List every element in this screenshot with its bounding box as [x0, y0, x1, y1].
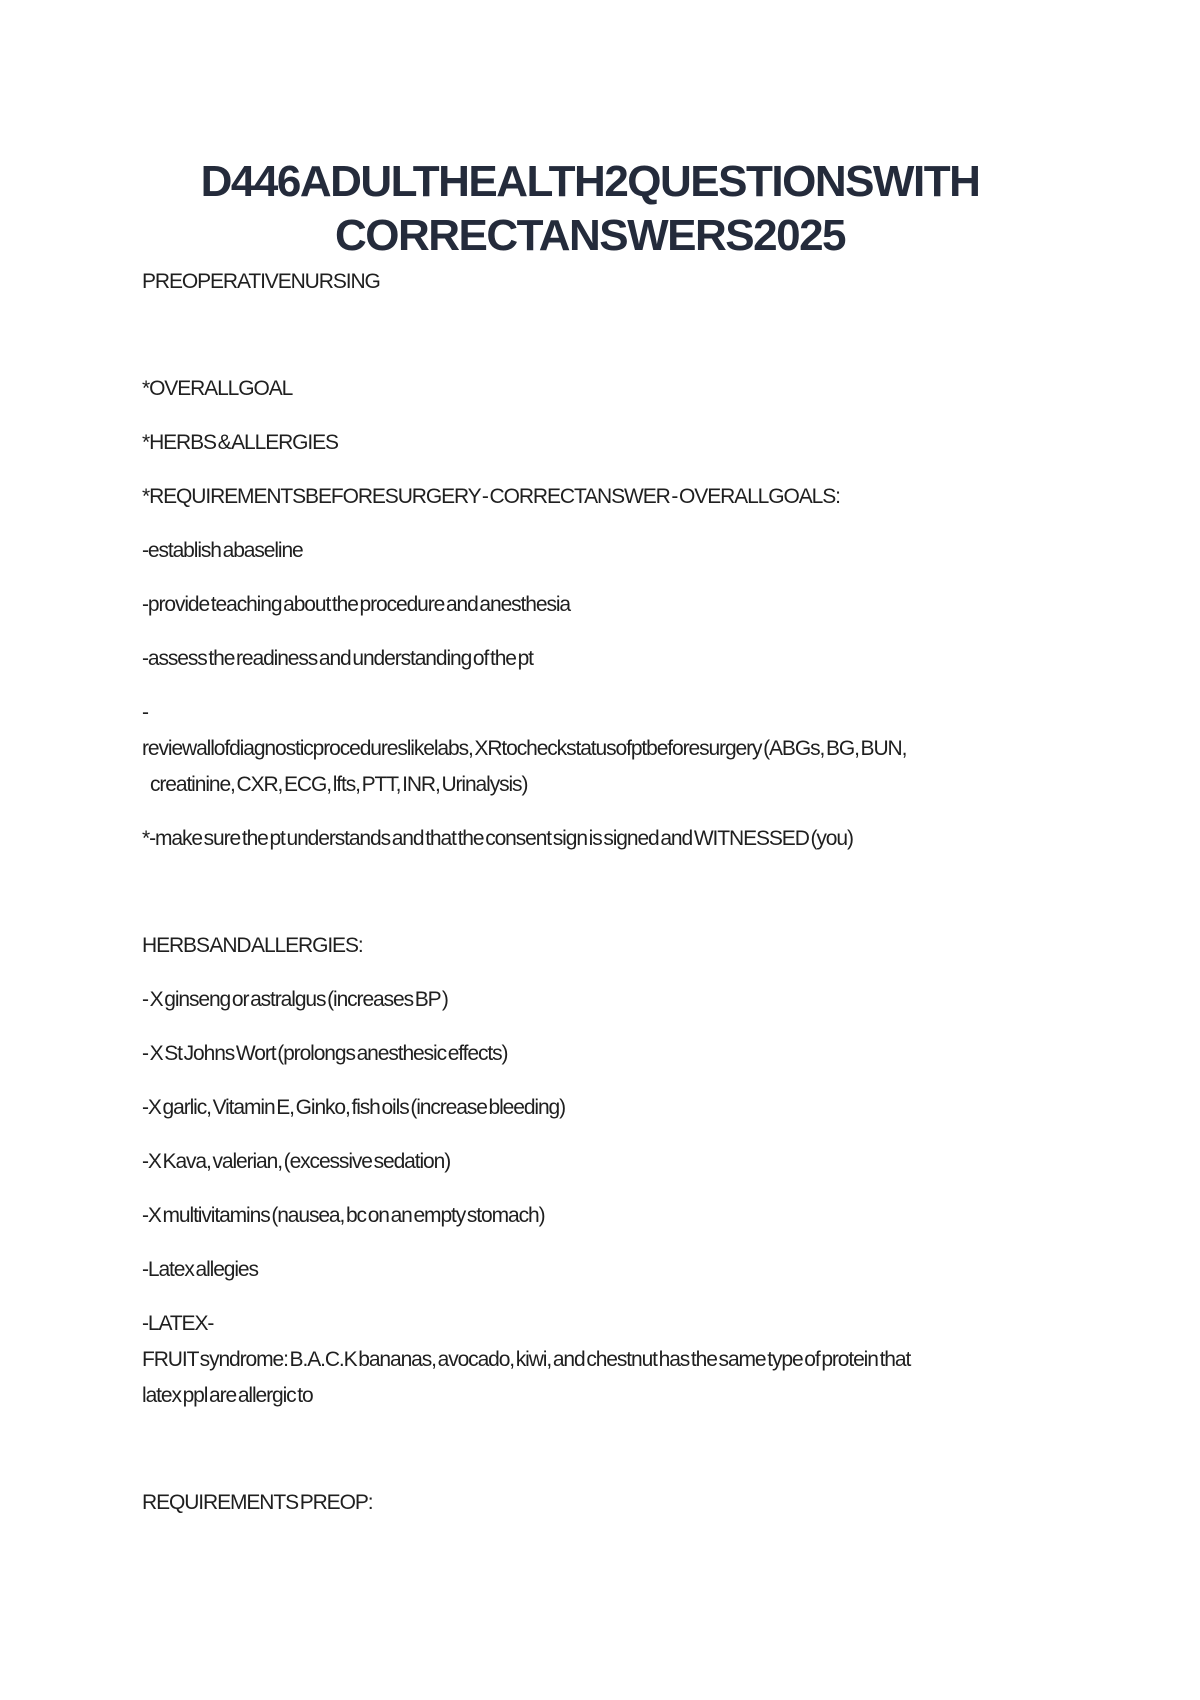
- herb-item: -X multivitamins (nausea, bc on an empty stomach): [142, 1204, 545, 1227]
- herb-item: FRUIT syndrome: B.A.C.K bananas, avocado, kiwi, and chestnut has the same type of protein that: [142, 1348, 911, 1371]
- goal-item: reviewallofdiagnosticprocedureslikelabs, XRtocheckstatusofptbeforesurgery (ABGs, BG, BUN,: [142, 737, 907, 760]
- herb-item: - X St Johns Wort (prolongs anesthesic effects): [142, 1042, 508, 1065]
- document-title: [140, 155, 1040, 263]
- goal-item: -assess the readiness and understanding of the pt: [142, 647, 533, 670]
- document-title-line-2: CORRECTANSWERS2025: [334, 211, 846, 260]
- requirements-heading: REQUIREMENTS PREOP:: [142, 1491, 373, 1514]
- herb-item: -X Kava, valerian, (excessive sedation): [142, 1150, 451, 1173]
- goal-item-continuation-text: creatinine, CXR, ECG, lfts, PTT, INR, Urinalysis): [150, 773, 528, 796]
- herb-item: latex ppl are allergic to: [142, 1384, 313, 1407]
- herb-item: - X ginseng or astralgus (increases BP ): [142, 988, 448, 1011]
- topic-overall-goal: *OVERALLGOAL: [142, 377, 293, 400]
- goal-item-continuation: [142, 767, 1062, 803]
- topic-herbs-allergies: *HERBS & ALLERGIES: [142, 431, 338, 454]
- goal-item: *-make sure the pt understands and that the consent sign is signed and WITNESSED (you): [142, 827, 853, 850]
- goal-item: -establish abaseline: [142, 539, 303, 562]
- herb-item: -X garlic, Vitamin E, Ginko, fish oils (increase bleeding): [142, 1096, 566, 1119]
- goal-item: -provide teaching about the procedure and anesthesia: [142, 593, 570, 616]
- section-heading: PREOPERATIVENURSING: [142, 270, 380, 293]
- goal-item-dash: -: [142, 701, 148, 724]
- topic-requirements: *REQUIREMENTSBEFORESURGERY - CORRECTANSWER - OVERALLGOALS:: [142, 485, 840, 508]
- document-title-line-1: D446ADULTHEALTH2QUESTIONSWITH: [200, 157, 980, 206]
- herb-item: -Latex allegies: [142, 1258, 258, 1281]
- herbs-heading: HERBS AND ALLERGIES:: [142, 934, 363, 957]
- herb-item: -LATEX-: [142, 1312, 214, 1335]
